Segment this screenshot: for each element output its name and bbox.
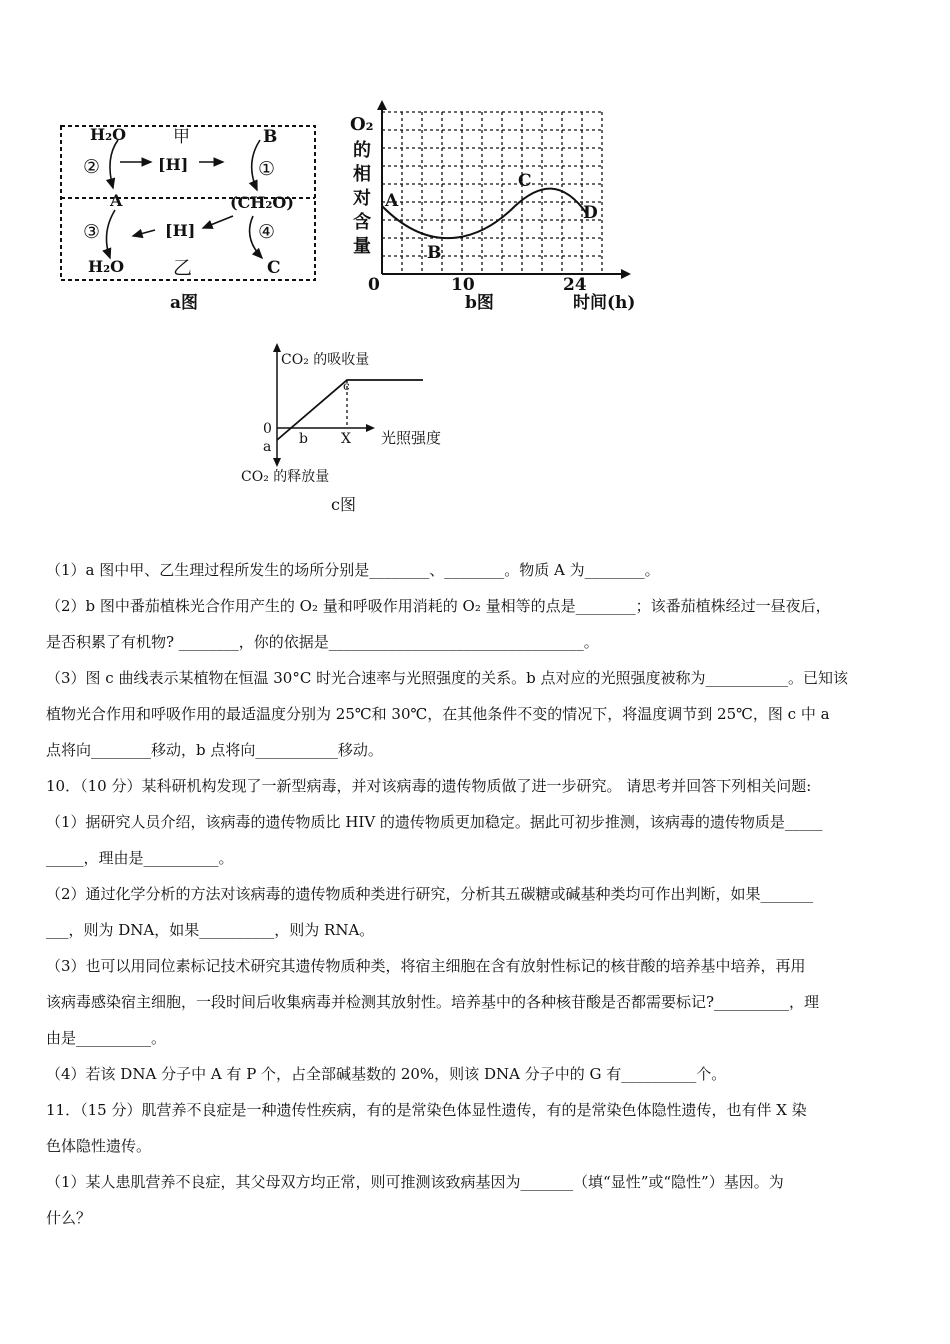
fb-tick-24: 24 xyxy=(563,275,587,295)
fa-arrow-ch2o-h xyxy=(203,216,233,228)
fc-a: a xyxy=(263,439,272,455)
fa-n2: ② xyxy=(83,156,101,178)
fb-tick-0: 0 xyxy=(368,275,380,295)
fb-x-arrow xyxy=(621,269,631,279)
fa-h-top: [H] xyxy=(158,155,189,174)
fc-xlabel: 光照强度 xyxy=(381,429,442,447)
fc-x-arrow xyxy=(366,424,375,432)
fb-ylabel-5: 量 xyxy=(353,236,371,257)
fa-jia: 甲 xyxy=(173,127,190,147)
q11-heading-line1: 11．（15 分）肌营养不良症是一种遗传性疾病，有的是常染色体显性遗传，有的是常染色体隐性遗传，也有伴 X 染 xyxy=(46,1101,807,1119)
q10-part3-line2: 该病毒感染宿主细胞，一段时间后收集病毒并检测其放射性。培养基中的各种核苷酸是否都需要标记?__________，理 xyxy=(46,993,820,1011)
fc-zero: 0 xyxy=(263,421,272,437)
fc-c: c xyxy=(343,379,350,393)
fb-caption: b图 xyxy=(465,293,494,313)
fc-caption: c图 xyxy=(331,495,356,514)
q9-part3-line3: 点将向________移动，b 点将向___________移动。 xyxy=(46,741,383,759)
fa-b: B xyxy=(263,127,278,147)
fb-xlabel: 时间(h) xyxy=(573,293,636,313)
q9-part2-line1: （2）b 图中番茄植株光合作用产生的 O₂ 量和呼吸作用消耗的 O₂ 量相等的点是________；该番茄植株经过一昼夜后， xyxy=(46,597,831,615)
fb-point-a: A xyxy=(385,191,399,211)
fc-b: b xyxy=(299,431,308,447)
fb-point-c: C xyxy=(518,171,532,191)
fa-c: C xyxy=(267,258,281,278)
q10-part3-line3: 由是__________。 xyxy=(46,1029,167,1047)
fb-tick-10: 10 xyxy=(451,275,475,295)
q9-part3-line1: （3）图 c 曲线表示某植物在恒温 30°C 时光合速率与光照强度的关系。b 点对应的光照强度被称为___________。已知该 xyxy=(46,669,848,687)
q9-part3-line2: 植物光合作用和呼吸作用的最适温度分别为 25℃和 30℃，在其他条件不变的情况下，将温度调节到 25℃，图 c 中 a xyxy=(46,705,830,723)
q9-part1: （1）a 图中甲、乙生理过程所发生的场所分别是________、________。物质 A 为________。 xyxy=(46,561,660,579)
fa-n1: ① xyxy=(258,158,276,180)
question-block-9 xyxy=(46,552,908,1236)
fa-arrow-2 xyxy=(110,140,118,188)
fb-point-d: D xyxy=(583,203,598,223)
fb-curve xyxy=(382,189,587,239)
fa-h2o-top: H₂O xyxy=(90,125,127,144)
fa-n3: ③ xyxy=(83,221,101,243)
fa-yi: 乙 xyxy=(173,257,193,279)
fb-ylabel-2: 相 xyxy=(353,164,371,185)
q10-part4: （4）若该 DNA 分子中 A 有 P 个，占全部碱基数的 20%，则该 DNA 分子中的 G 有__________个。 xyxy=(46,1065,727,1083)
fb-point-b: B xyxy=(427,243,442,263)
fc-y-arrow-up xyxy=(273,343,281,352)
figure-c xyxy=(235,340,475,520)
fb-ylabel-0: O₂ xyxy=(350,114,374,135)
fb-ylabel-1: 的 xyxy=(353,140,371,161)
fc-x: X xyxy=(341,431,351,447)
fb-ylabel-3: 对 xyxy=(353,188,371,209)
figure-a xyxy=(55,118,320,318)
fb-y-arrow xyxy=(377,100,387,110)
q10-part2-line1: （2）通过化学分析的方法对该病毒的遗传物质种类进行研究，分析其五碳糖或碱基种类均可作出判断，如果_______ xyxy=(46,885,814,903)
q10-heading: 10．（10 分）某科研机构发现了一新型病毒，并对该病毒的遗传物质做了进一步研究。 请思考并回答下列相关问题: xyxy=(46,777,812,795)
fa-caption: a图 xyxy=(170,293,199,313)
fa-n4: ④ xyxy=(258,221,276,243)
q10-part1-line2: _____，理由是__________。 xyxy=(46,849,234,867)
q10-part1-line1: （1）据研究人员介绍，该病毒的遗传物质比 HIV 的遗传物质更加稳定。据此可初步推测，该病毒的遗传物质是_____ xyxy=(46,813,823,831)
fc-y-bottom: CO₂ 的释放量 xyxy=(241,469,330,485)
q11-heading-line2: 色体隐性遗传。 xyxy=(46,1137,152,1155)
fa-h-bottom: [H] xyxy=(165,221,196,240)
fb-grid xyxy=(382,112,602,274)
fa-h2o-bottom: H₂O xyxy=(88,257,125,276)
q9-part2-line2: 是否积累了有机物? ________，你的依据是__________________________________。 xyxy=(46,633,599,651)
fa-arrow-3 xyxy=(106,210,115,258)
q11-part1-line1: （1）某人患肌营养不良症，其父母双方均正常，则可推测该致病基因为_______（填“显性”或“隐性”）基因。为 xyxy=(46,1173,784,1191)
fa-ch2o: (CH₂O) xyxy=(230,193,294,212)
fb-ylabel-4: 含 xyxy=(353,212,371,233)
q11-part1-line2: 什么？ xyxy=(46,1209,92,1227)
q10-part2-line2: ___，则为 DNA，如果__________，则为 RNA。 xyxy=(46,921,375,939)
fa-a: A xyxy=(110,191,123,210)
fc-y-arrow-down xyxy=(273,458,281,467)
fc-y-top: CO₂ 的吸收量 xyxy=(281,352,370,368)
fa-arrow-h-a xyxy=(133,230,155,236)
figure-b xyxy=(345,98,655,318)
q10-part3-line1: （3）也可以用同位素标记技术研究其遗传物质种类，将宿主细胞在含有放射性标记的核苷酸的培养基中培养，再用 xyxy=(46,957,806,975)
